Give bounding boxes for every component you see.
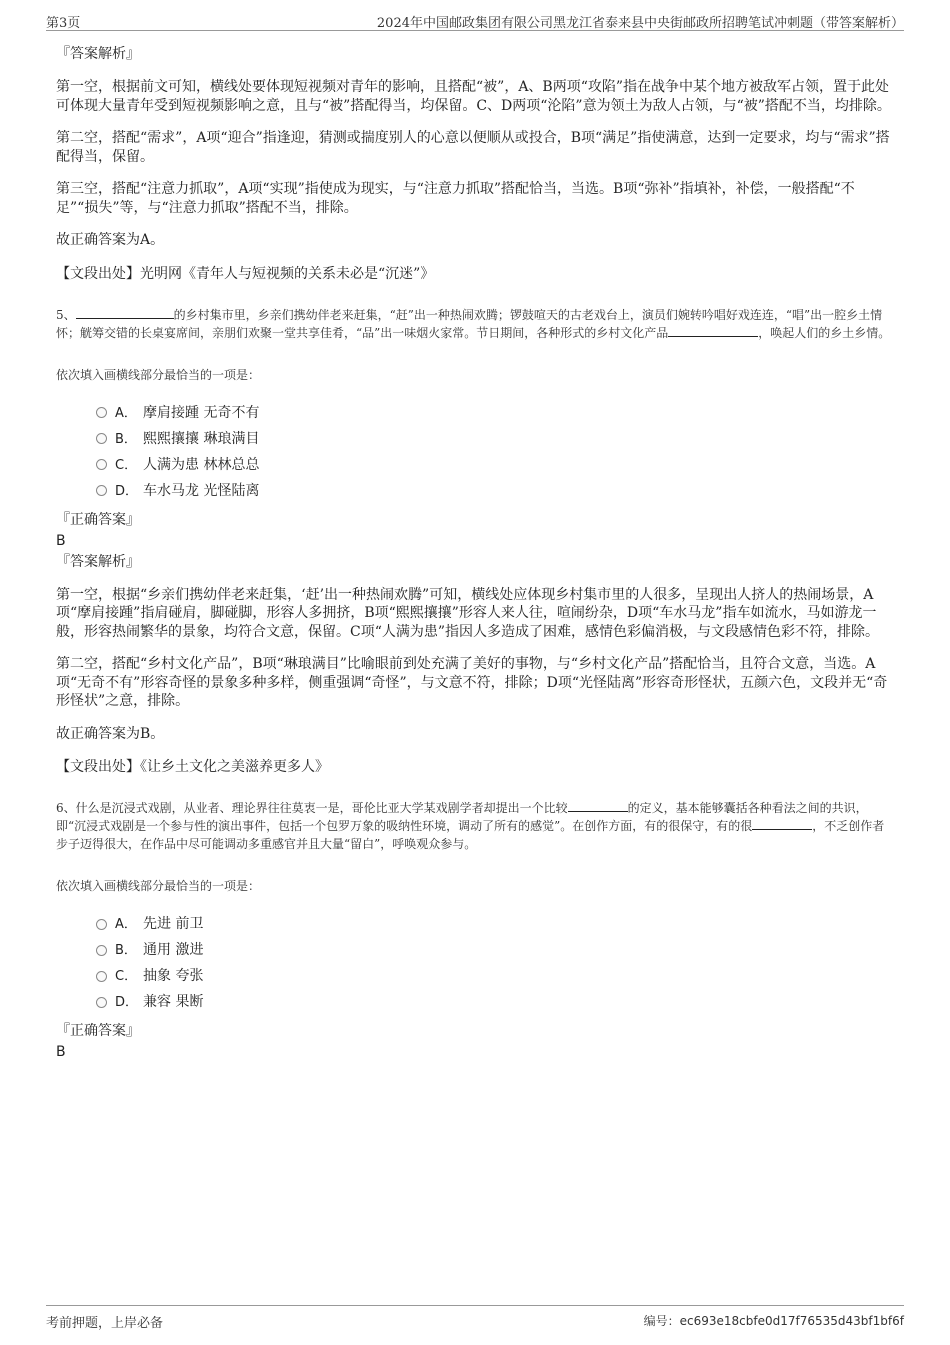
analysis-paragraph: 第二空，搭配“需求”，A项“迎合”指逢迎，猜测或揣度别人的心意以便顺从或投合，B项“满足”指使满意，达到一定要求，均与“需求”搭配得当，保留。: [56, 130, 890, 165]
radio-icon[interactable]: [96, 407, 107, 418]
page-footer: [46, 1305, 904, 1331]
option-a[interactable]: A． 摩肩接踵 无奇不有: [96, 400, 896, 426]
passage-source: 【文段出处】《让乡土文化之美滋养更多人》: [56, 759, 329, 775]
analysis-conclusion: 故正确答案为B。: [56, 725, 165, 742]
fill-blank: [668, 324, 758, 337]
analysis-paragraph: 第一空，根据“乡亲们携幼伴老来赶集，‘赶’出一种热闹欢腾”可知，横线处应体现乡村集市里的人很多，呈现出人挤人的热闹场景，A项“摩肩接踵”指肩碰肩，脚碰脚，形容人多拥挤，B项“熙熙攘攘”形容人来人往，喧闹纷杂，D项“车水马龙”指车如流水，马如游龙一般，形容热闹繁华的景象，均符合文意，保留。C项“人满为患”指因人多造成了困难，感情色彩偏消极，与文段感情色彩不符，排除。: [56, 586, 880, 640]
correct-answer: B: [56, 532, 66, 549]
option-d[interactable]: D． 兼容 果断: [96, 989, 896, 1015]
document-body: [56, 44, 896, 1063]
option-b[interactable]: B． 通用 激进: [96, 937, 896, 963]
radio-icon[interactable]: [96, 997, 107, 1008]
question-number: 6、: [56, 801, 76, 815]
question-text: ，不乏创作者步子迈得很大，在作品中尽可能调动多重感官并且大量“留白”，呼唤观众参与。: [56, 819, 885, 851]
question-number: 5、: [56, 307, 76, 322]
analysis-label: 『答案解析』: [56, 46, 140, 62]
radio-icon[interactable]: [96, 945, 107, 956]
option-d[interactable]: D． 车水马龙 光怪陆离: [96, 478, 896, 504]
analysis-conclusion: 故正确答案为A。: [56, 232, 165, 248]
analysis-paragraph: 第一空，根据前文可知，横线处要体现短视频对青年的影响，且搭配“被”，A、B两项“攻陷”指在战争中某个地方被敌军占领，置于此处可体现大量青年受到短视频影响之意，且与“被”搭配得当，均保留。C、D两项“沦陷”意为领土为敌人占领，与“被”搭配不当，均排除。: [56, 79, 891, 114]
radio-icon[interactable]: [96, 971, 107, 982]
document-title: 2024年中国邮政集团有限公司黑龙江省泰来县中央街邮政所招聘笔试冲刺题（带答案解析）: [376, 16, 904, 31]
question-prompt: 依次填入画横线部分最恰当的一项是：: [56, 367, 261, 382]
analysis-paragraph: 第二空，搭配“乡村文化产品”，B项“琳琅满目”比喻眼前到处充满了美好的事物，与“乡村文化产品”搭配恰当，且符合文意，当选。A项“无奇不有”形容奇怪的景象多种多样，侧重强调“奇怪”，与文意不符，排除；D项“光怪陆离”形容奇形怪状，五颜六色，文段并无“奇形怪状”之意，排除。: [56, 656, 888, 709]
question-prompt: 依次填入画横线部分最恰当的一项是：: [56, 879, 261, 893]
option-a[interactable]: A． 先进 前卫: [96, 911, 896, 937]
option-c[interactable]: C． 人满为患 林林总总: [96, 452, 896, 478]
question-text: 的乡村集市里，乡亲们携幼伴老来赶集，“赶”出一种热闹欢腾；锣鼓喧天的古老戏台上，演员们婉转吟唱好戏连连，“唱”出一腔乡土情怀；觥筹交错的长桌宴席间，亲朋们欢聚一堂共享佳肴，“品”出一味烟火家常。节日期间，各种形式的乡村文化产品: [56, 307, 883, 340]
fill-blank: [568, 799, 628, 812]
analysis-label: 『答案解析』: [56, 553, 140, 570]
option-b[interactable]: B． 熙熙攘攘 琳琅满目: [96, 426, 896, 452]
correct-answer: B: [56, 1044, 66, 1060]
question-text: 的定义，基本能够囊括各种看法之间的共识，即“沉浸式戏剧是一个参与性的演出事件，包括一个包罗万象的吸纳性环境，调动了所有的感觉”。在创作方面，有的很保守，有的很: [56, 801, 868, 833]
radio-icon[interactable]: [96, 433, 107, 444]
answer-label: 『正确答案』: [56, 1023, 140, 1039]
page-header: [46, 10, 904, 31]
question-5-options: [96, 400, 896, 504]
document-id: 编号：ec693e18cbfe0d17f76535d43bf1bf6f: [643, 1314, 904, 1328]
question-6-options: [96, 911, 896, 1015]
footer-slogan: 考前押题，上岸必备: [46, 1316, 164, 1331]
radio-icon[interactable]: [96, 919, 107, 930]
question-5-stem: [56, 306, 896, 342]
radio-icon[interactable]: [96, 485, 107, 496]
option-c[interactable]: C． 抽象 夸张: [96, 963, 896, 989]
question-text: ，唤起人们的乡土乡情。: [758, 325, 891, 340]
question-6-stem: [56, 799, 896, 853]
fill-blank: [76, 306, 174, 319]
answer-label: 『正确答案』: [56, 511, 140, 528]
page-number: 第3页: [46, 16, 81, 31]
analysis-paragraph: 第三空，搭配“注意力抓取”，A项“实现”指使成为现实，与“注意力抓取”搭配恰当，当选。B项“弥补”指填补，补偿，一般搭配“不足”“损失”等，与“注意力抓取”搭配不当，排除。: [56, 181, 855, 216]
radio-icon[interactable]: [96, 459, 107, 470]
question-text: 什么是沉浸式戏剧，从业者、理论界往往莫衷一是，哥伦比亚大学某戏剧学者却提出一个比较: [75, 801, 568, 815]
passage-source: 【文段出处】光明网《青年人与短视频的关系未必是“沉迷”》: [56, 265, 435, 282]
fill-blank: [752, 817, 812, 830]
